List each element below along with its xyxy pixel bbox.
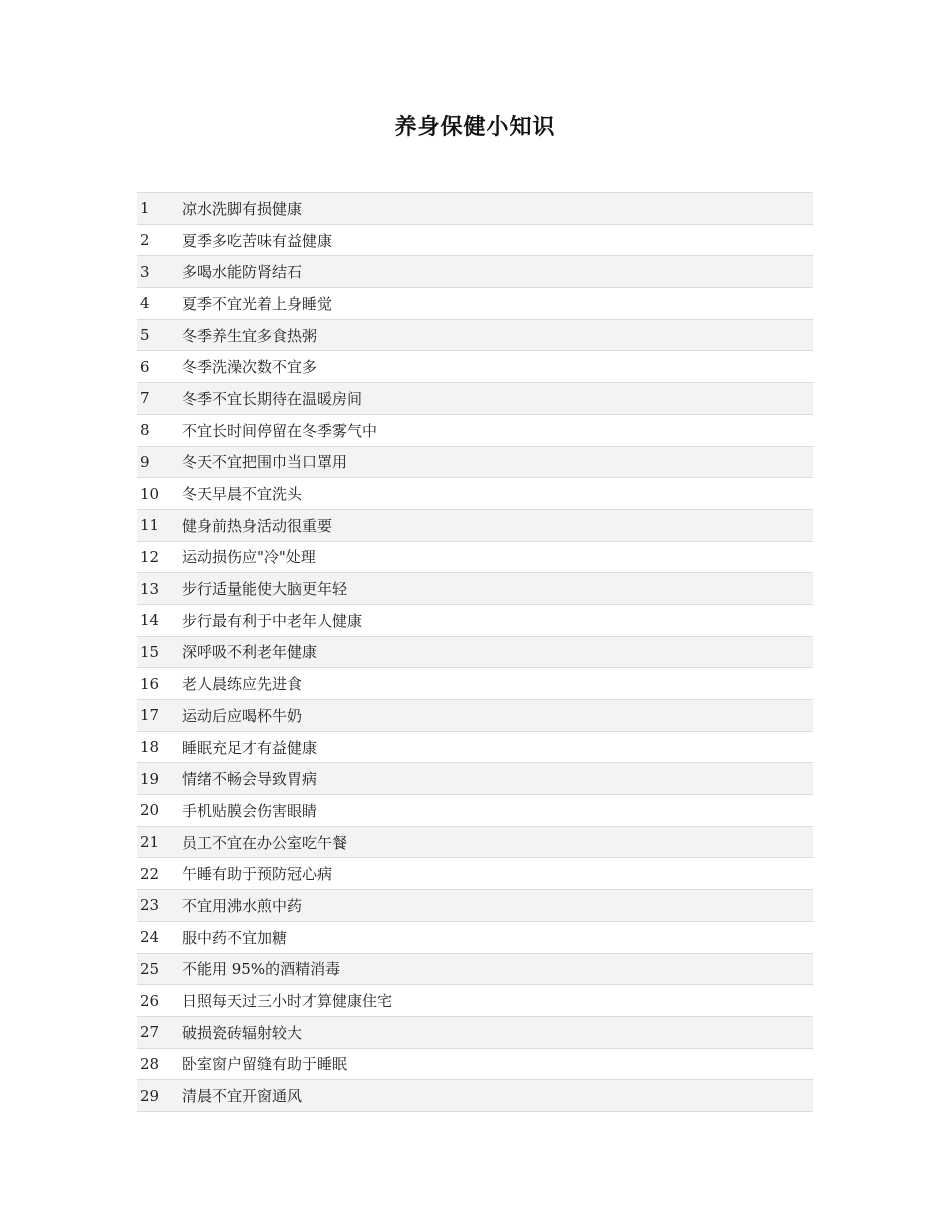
row-number: 22 [137, 858, 182, 890]
row-number: 27 [137, 1016, 182, 1048]
row-number: 10 [137, 478, 182, 510]
row-number: 11 [137, 509, 182, 541]
row-number: 13 [137, 573, 182, 605]
row-text: 夏季不宜光着上身睡觉 [182, 288, 813, 320]
table-row [137, 288, 813, 320]
table-row [137, 224, 813, 256]
page-title: 养身保健小知识 [394, 114, 556, 140]
table-row [137, 763, 813, 795]
row-text: 冬天不宜把围巾当口罩用 [182, 446, 813, 478]
row-number: 25 [137, 953, 182, 985]
row-number: 19 [137, 763, 182, 795]
tips-table [137, 192, 813, 1112]
row-number: 2 [137, 224, 182, 256]
row-number: 4 [137, 288, 182, 320]
row-text: 清晨不宜开窗通风 [182, 1080, 813, 1112]
row-number: 8 [137, 414, 182, 446]
table-row [137, 509, 813, 541]
table-row [137, 921, 813, 953]
table-row [137, 668, 813, 700]
row-number: 1 [137, 193, 182, 225]
row-text: 卧室窗户留缝有助于睡眠 [182, 1048, 813, 1080]
row-number: 5 [137, 319, 182, 351]
row-text: 情绪不畅会导致胃病 [182, 763, 813, 795]
row-number: 21 [137, 826, 182, 858]
table-row [137, 383, 813, 415]
table-row [137, 636, 813, 668]
table-row [137, 414, 813, 446]
row-number: 28 [137, 1048, 182, 1080]
row-number: 23 [137, 890, 182, 922]
row-text: 手机贴膜会伤害眼睛 [182, 795, 813, 827]
table-row [137, 985, 813, 1017]
row-number: 16 [137, 668, 182, 700]
row-number: 20 [137, 795, 182, 827]
row-text: 不能用 95%的酒精消毒 [182, 953, 813, 985]
row-text: 日照每天过三小时才算健康住宅 [182, 985, 813, 1017]
row-text: 冬季洗澡次数不宜多 [182, 351, 813, 383]
row-text: 深呼吸不利老年健康 [182, 636, 813, 668]
table-row [137, 858, 813, 890]
row-number: 17 [137, 700, 182, 732]
row-number: 15 [137, 636, 182, 668]
table-row [137, 890, 813, 922]
row-text: 冬天早晨不宜洗头 [182, 478, 813, 510]
row-text: 不宜用沸水煎中药 [182, 890, 813, 922]
row-number: 26 [137, 985, 182, 1017]
row-text: 冬季不宜长期待在温暖房间 [182, 383, 813, 415]
row-text: 不宜长时间停留在冬季雾气中 [182, 414, 813, 446]
table-row [137, 1048, 813, 1080]
table-row [137, 446, 813, 478]
row-number: 24 [137, 921, 182, 953]
table-row [137, 604, 813, 636]
table-row [137, 1080, 813, 1112]
row-number: 12 [137, 541, 182, 573]
row-text: 破损瓷砖辐射较大 [182, 1016, 813, 1048]
row-text: 步行最有利于中老年人健康 [182, 604, 813, 636]
table-row [137, 478, 813, 510]
table-row [137, 573, 813, 605]
row-text: 老人晨练应先进食 [182, 668, 813, 700]
row-text: 睡眠充足才有益健康 [182, 731, 813, 763]
table-row [137, 953, 813, 985]
row-text: 步行适量能使大脑更年轻 [182, 573, 813, 605]
table-row [137, 826, 813, 858]
table-row [137, 795, 813, 827]
row-text: 运动后应喝杯牛奶 [182, 700, 813, 732]
row-number: 3 [137, 256, 182, 288]
table-row [137, 541, 813, 573]
row-text: 夏季多吃苦味有益健康 [182, 224, 813, 256]
table-row [137, 1016, 813, 1048]
row-number: 14 [137, 604, 182, 636]
row-text: 午睡有助于预防冠心病 [182, 858, 813, 890]
tips-table-body [137, 193, 813, 1112]
row-text: 员工不宜在办公室吃午餐 [182, 826, 813, 858]
row-text: 冬季养生宜多食热粥 [182, 319, 813, 351]
row-text: 运动损伤应"冷"处理 [182, 541, 813, 573]
row-text: 凉水洗脚有损健康 [182, 193, 813, 225]
table-row [137, 193, 813, 225]
table-row [137, 319, 813, 351]
row-text: 服中药不宜加糖 [182, 921, 813, 953]
row-number: 29 [137, 1080, 182, 1112]
row-number: 9 [137, 446, 182, 478]
table-row [137, 351, 813, 383]
table-row [137, 731, 813, 763]
row-text: 多喝水能防肾结石 [182, 256, 813, 288]
row-number: 6 [137, 351, 182, 383]
table-row [137, 256, 813, 288]
row-number: 7 [137, 383, 182, 415]
row-text: 健身前热身活动很重要 [182, 509, 813, 541]
table-row [137, 700, 813, 732]
row-number: 18 [137, 731, 182, 763]
